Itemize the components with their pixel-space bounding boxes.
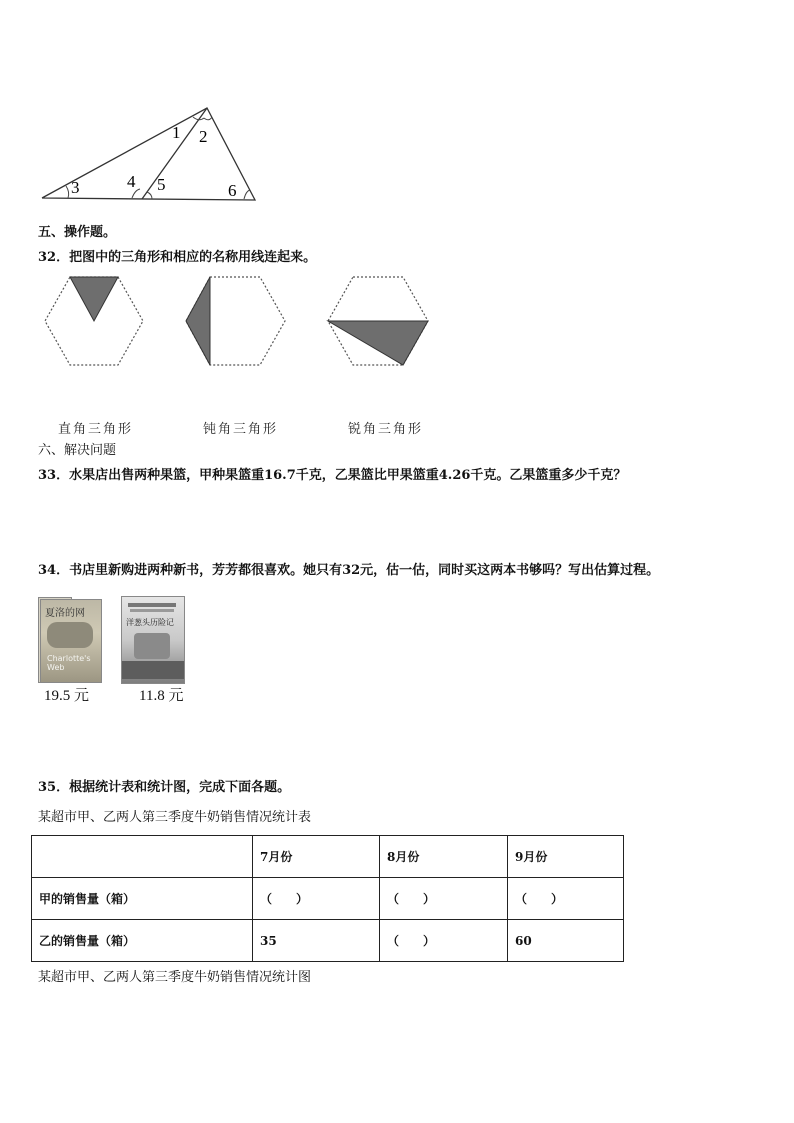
table-cell: （ ） [508,878,624,920]
book1-cover-subtitle: Charlotte's Web [47,654,91,672]
table-header-cell: 8月份 [380,836,508,878]
triangle-name-acute: 锐角三角形 [348,422,424,437]
shaded-triangle-1 [70,277,118,321]
table-row [32,920,624,962]
angle-label-2: 2 [199,127,208,146]
table-cell: 60 [508,920,624,962]
chart-caption: 某超市甲、乙两人第三季度牛奶销售情况统计图 [38,970,312,985]
shaded-triangle-3 [328,321,428,365]
table-cell: （ ） [380,920,508,962]
table-cell: 乙的销售量（箱） [32,920,253,962]
q33-text: 33．水果店出售两种果篮，甲种果篮重16.7千克，乙果篮比甲果篮重4.26千克。乙果篮重多少千克？ [38,468,627,483]
table-caption: 某超市甲、乙两人第三季度牛奶销售情况统计表 [38,810,312,825]
q34-text: 34．书店里新购进两种新书，芳芳都很喜欢。她只有32元，估一估，同时买这两本书够吗？写出估算过程。 [38,563,660,578]
section6-heading: 六、解决问题 [38,443,117,458]
book1-title: 夏洛的网 [45,608,85,619]
table-header-cell: 7月份 [253,836,380,878]
angle-label-6: 6 [228,181,237,200]
triangle-inner-line [142,108,207,199]
table-header-cell [32,836,253,878]
triangle-name-right: 直角三角形 [58,422,134,437]
book-cover-onion-adventure [121,596,185,684]
hexagon-1 [45,277,143,365]
angle-label-5: 5 [157,175,166,194]
table-cell: 甲的销售量（箱） [32,878,253,920]
hexagon-2 [186,277,285,365]
book2-title: 洋葱头历险记 [126,618,174,627]
table-header-row [32,836,624,878]
hexagon-figures [38,272,438,372]
table-row [32,878,624,920]
book1-price: 19.5 元 [44,688,90,704]
angle-label-4: 4 [127,172,136,191]
table-cell: 35 [253,920,380,962]
table-cell: （ ） [253,878,380,920]
q32-text: 32．把图中的三角形和相应的名称用线连起来。 [38,250,317,265]
q35-text: 35．根据统计表和统计图，完成下面各题。 [38,780,291,795]
triangle-name-obtuse: 钝角三角形 [203,422,279,437]
table-cell: （ ） [380,878,508,920]
hexagon-3 [328,277,428,365]
shaded-triangle-2 [186,277,210,365]
section5-heading: 五、操作题。 [38,225,117,240]
angle-triangle-figure [36,100,266,205]
angle-label-1: 1 [172,123,181,142]
sales-table [31,835,624,962]
book2-price: 11.8 元 [139,688,184,704]
table-header-cell: 9月份 [508,836,624,878]
angle-label-3: 3 [71,178,80,197]
book-cover-charlottes-web-front [40,599,102,683]
